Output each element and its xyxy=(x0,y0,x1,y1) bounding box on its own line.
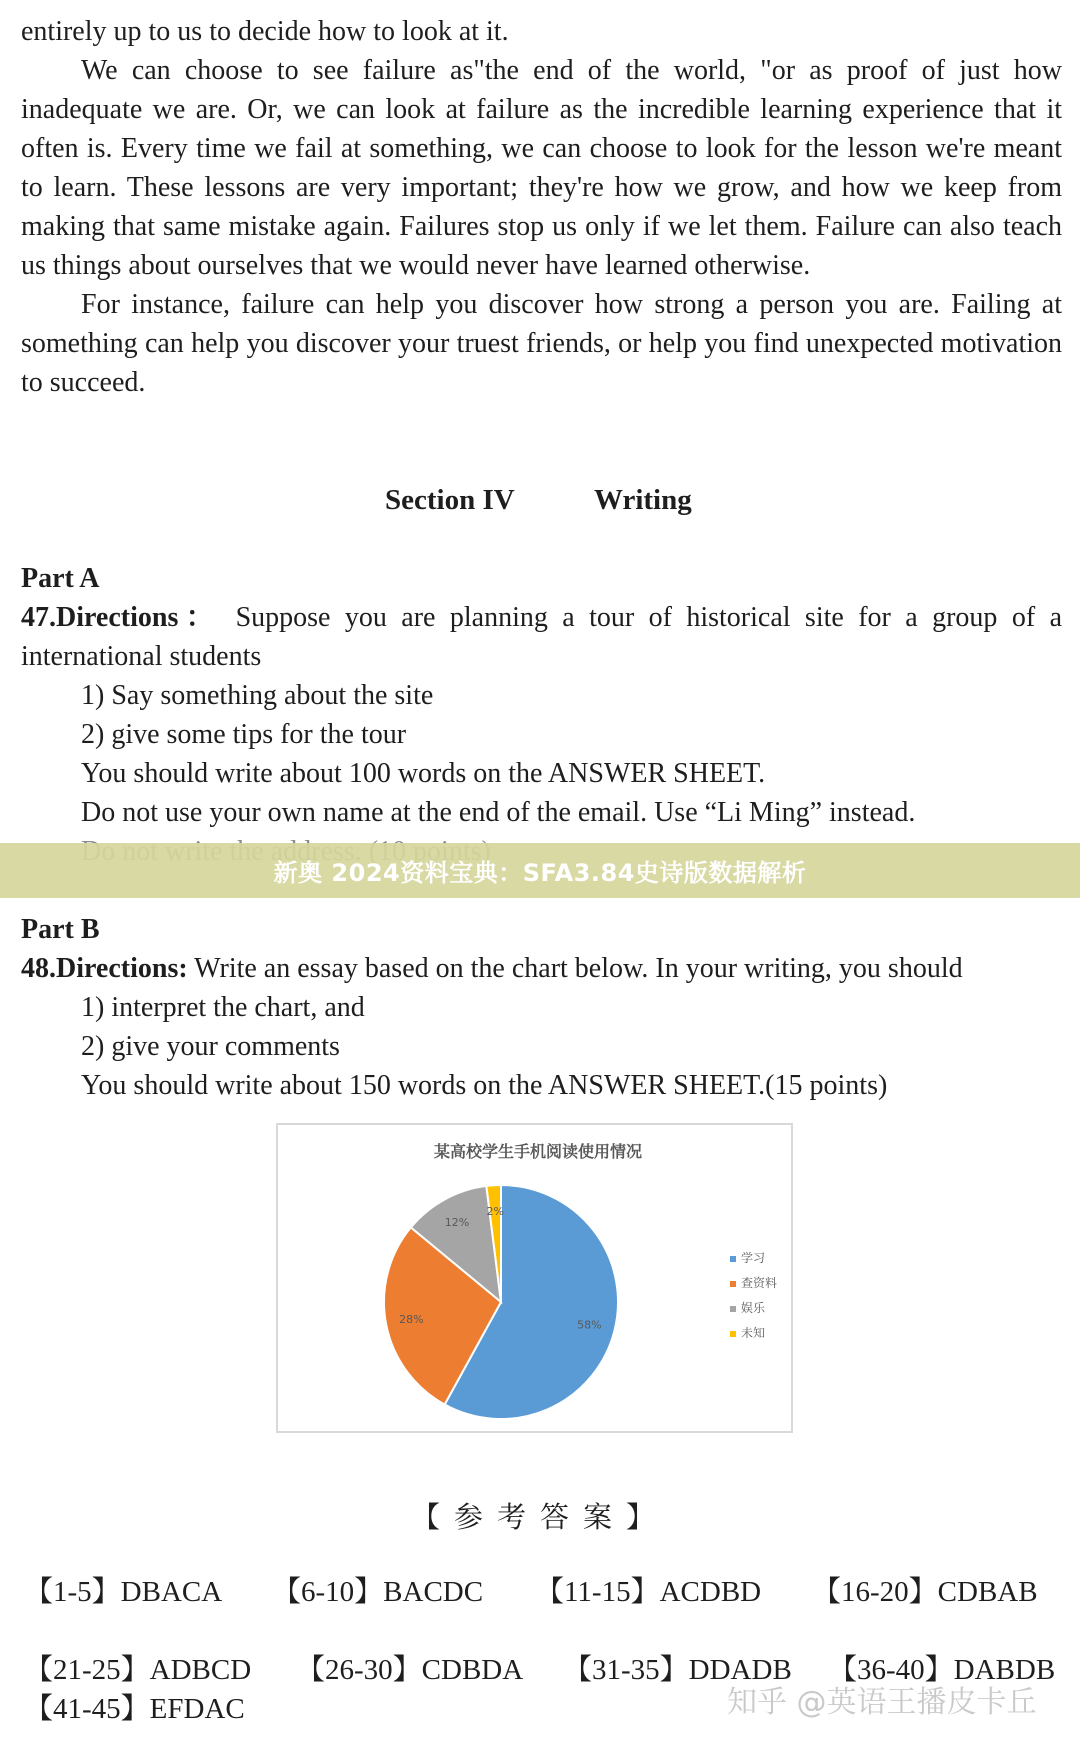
legend-label: 查资料 xyxy=(741,1276,778,1290)
legend-swatch xyxy=(730,1306,736,1312)
answer-key-title: 【参考答案】 xyxy=(410,1500,669,1534)
pie-slice-label: 2% xyxy=(486,1204,504,1218)
answer-value: CDBDA xyxy=(421,1654,524,1686)
part-a-word-count: You should write about 100 words on the ANSWER SHEET. xyxy=(81,758,766,789)
part-a-directions-text: Suppose you are planning a tour of historical site for a group of a international students xyxy=(21,602,1062,672)
part-a-directions xyxy=(21,598,1062,676)
section-number: Section IV xyxy=(385,484,515,516)
part-b-item-1: 1) interpret the chart, and xyxy=(81,992,365,1023)
answer-value: EFDAC xyxy=(149,1693,245,1725)
section-name: Writing xyxy=(594,484,692,516)
answer-value: DDADB xyxy=(688,1654,792,1686)
answer-value: BACDC xyxy=(383,1576,484,1608)
answer-range: 【36-40】 xyxy=(828,1654,954,1686)
answer-value: DBACA xyxy=(120,1576,223,1608)
legend-swatch xyxy=(730,1281,736,1287)
part-b-directions xyxy=(21,949,963,988)
overlay-banner-text: 新奥 2024资料宝典：SFA3.84史诗版数据解析 xyxy=(273,859,807,887)
answer-group xyxy=(272,1573,483,1612)
legend-label: 娱乐 xyxy=(741,1301,766,1315)
pie-slice-label: 12% xyxy=(444,1216,470,1230)
passage-body xyxy=(21,51,1062,402)
answer-range: 【21-25】 xyxy=(24,1654,150,1686)
part-a-directions-label: 47.Directions： xyxy=(21,602,222,633)
pie-chart xyxy=(278,1125,791,1431)
passage-first-line: entirely up to us to decide how to look at it. xyxy=(21,16,509,47)
answer-group xyxy=(296,1651,523,1690)
pie-slice-label: 58% xyxy=(577,1318,602,1332)
answer-range: 【1-5】 xyxy=(24,1576,121,1608)
answer-range: 【41-45】 xyxy=(24,1693,150,1725)
part-a-item-1: 1) Say something about the site xyxy=(81,680,434,711)
part-a-name-note: Do not use your own name at the end of the email. Use “Li Ming” instead. xyxy=(81,797,916,828)
answer-group xyxy=(24,1690,245,1729)
answer-group xyxy=(535,1573,761,1612)
part-a-item-2: 2) give some tips for the tour xyxy=(81,719,407,750)
pie-chart-figure xyxy=(276,1123,793,1433)
answer-value: DABDB xyxy=(953,1654,1056,1686)
chart-title: 某高校学生手机阅读使用情况 xyxy=(433,1142,643,1161)
pie-slice-label: 28% xyxy=(399,1313,424,1327)
part-a-title: Part A xyxy=(21,563,100,594)
legend-swatch xyxy=(730,1256,736,1262)
answer-value: ADBCD xyxy=(149,1654,252,1686)
part-b-word-count: You should write about 150 words on the ANSWER SHEET.(15 points) xyxy=(81,1070,888,1101)
part-b-directions-label: 48.Directions: xyxy=(21,953,188,984)
answer-range: 【6-10】 xyxy=(272,1576,384,1608)
watermark: 知乎 @英语王播皮卡丘 xyxy=(727,1685,1037,1720)
answer-value: CDBAB xyxy=(937,1576,1038,1608)
part-b-item-2: 2) give your comments xyxy=(81,1031,340,1062)
answer-range: 【31-35】 xyxy=(563,1654,689,1686)
answer-group xyxy=(24,1651,251,1690)
overlay-banner xyxy=(0,843,1080,898)
passage-paragraph-2: For instance, failure can help you discover how strong a person you are. Failing at something can help you discover your truest friends, or help you find unexpected motivation to succeed. xyxy=(21,289,1062,398)
legend-swatch xyxy=(730,1331,736,1337)
legend-label: 学习 xyxy=(741,1251,766,1265)
answer-group xyxy=(24,1573,222,1612)
passage-paragraph-1: We can choose to see failure as"the end of the world, "or as proof of just how inadequate we are. Or, we can look at failure as the incredible learning experience that it often is. Every time we fail at something, we can choose to look for the lesson we're meant to learn. These lessons are very important; they're how we grow, and how we keep from making that same mistake again. Failures stop us only if we let them. Failure can also teach us things about ourselves that we would never have learned otherwise. xyxy=(21,55,1062,281)
answer-range: 【26-30】 xyxy=(296,1654,422,1686)
part-b-title: Part B xyxy=(21,914,100,945)
answer-value: ACDBD xyxy=(659,1576,762,1608)
part-b-directions-text: Write an essay based on the chart below. In your writing, you should xyxy=(187,953,963,984)
legend-label: 未知 xyxy=(741,1326,766,1340)
answer-range: 【16-20】 xyxy=(812,1576,938,1608)
answer-range: 【11-15】 xyxy=(535,1576,660,1608)
answer-group xyxy=(812,1573,1038,1612)
